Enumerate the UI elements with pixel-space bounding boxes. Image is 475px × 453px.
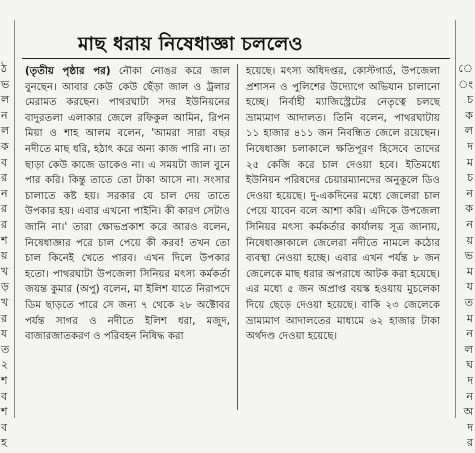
adjacent-article-right-edge [457,0,475,450]
column-divider [237,64,238,410]
edge-fragment-left: শ [1,233,8,247]
edge-fragment-right: দ [467,420,473,434]
edge-fragment-left: ২ [1,358,9,372]
edge-fragment-right: চ [467,171,473,185]
edge-fragment-right: য় [466,233,473,247]
edge-fragment-right: চ [467,93,473,107]
edge-fragment-left: হ [1,436,7,450]
edge-fragment-left: র [1,202,8,216]
edge-fragment-right: ম [466,311,473,325]
edge-fragment-left: ন [1,186,8,200]
left-column-paragraph [25,64,230,345]
edge-fragment-right: অ [463,405,473,419]
left-column-text: নৌকা নোঙর করে জাল বুনছেন। আবার কেউ কেউ ছেঁড়া জাল ও ট্রলার মেরামত করছেন। পাথরঘাটা সদর ইউনিয়নের বাদুরতলা এলাকার জেলে রফিকুল আমিন, রিপন মিয়া ও শাহ আলম বলেন, 'আমরা সারা বছর নদীতে মাছ ধরি, হঠাৎ করে অন্য কাজ পারি না। তা ছাড়া কেউ কাজে ডাকেও না। এ সময়টা জাল বুনে পার করি। কিন্তু তাতে তো টাকা আসে না। সংসার চালাতে কষ্ট হয়। সরকার যে চাল দেয় তাতে উপকার হয়। এবার এখনো পাইনি। কী কারণ সেটাও জানি না।' তারা ক্ষোভপ্রকাশ করে আরও বলেন, নিষেধাজ্ঞার পরে চাল পেয়ে কী করব! তখন তো চাল কিনেই খেতে পারব। এখন দিলে উপকার হতো। পাথরঘাটা উপজেলা সিনিয়র মৎস্য কর্মকর্তা জয়ন্ত কুমার (অপু) বলেন, মা ইলিশ যাতে নিরাপদে ডিম ছাড়তে পারে সে জন্য ৭ থেকে ২৮ অক্টোবর পর্যন্ত সাগর ও নদীতে ইলিশ ধরা, মজুদ, বাজারজাতকরণ ও পরিবহন নিষিদ্ধ করা [25,66,230,343]
edge-fragment-right: ল [464,124,473,138]
adjacent-article-left-edge [0,0,14,450]
edge-fragment-left: ত [1,342,10,356]
edge-fragment-right: ম [466,155,473,169]
article-left-column [25,64,230,345]
article-headline: মাছ ধরায় নিষেধাজ্ঞা চললেও [78,33,303,55]
article-right-column [246,64,440,345]
edge-fragment-left: য় [1,249,8,263]
edge-fragment-right: ন [466,389,473,403]
edge-fragment-right: য [466,280,473,294]
edge-fragment-right: ক [465,202,473,216]
edge-fragment-right: ন [466,218,473,231]
continued-reference: (তৃতীয় পৃষ্ঠার পর) [25,66,111,77]
headline-rule [22,58,450,59]
edge-fragment-left: শ [1,374,8,387]
edge-fragment-left: ব [1,389,8,403]
edge-fragment-left: ল [1,93,10,107]
edge-fragment-right: ম [466,264,473,278]
edge-fragment-right: ল [464,342,473,356]
edge-fragment-left: ভ [1,77,10,91]
edge-fragment-left: র [1,218,8,231]
edge-fragment-right: দ [467,140,473,153]
edge-fragment-right: ভ [464,249,473,263]
edge-fragment-left: খ [1,264,9,278]
edge-fragment-left: ড় [1,280,9,294]
edge-fragment-left: য [1,327,8,341]
edge-fragment-right: ঘ [466,358,473,372]
right-column-rule [455,20,456,418]
edge-fragment-right: র [466,436,473,450]
edge-fragment-right: ে [458,62,473,75]
edge-fragment-right: ং [457,77,473,91]
edge-fragment-left: র [1,311,8,325]
edge-fragment-left: ব [1,155,8,169]
edge-fragment-left: ন [1,108,8,122]
edge-fragment-left: শ [1,405,8,419]
edge-fragment-left: ল [1,124,10,138]
left-column-rule [14,20,15,418]
edge-fragment-left: খ [1,296,9,309]
edge-fragment-right: ক [465,108,473,122]
edge-fragment-right: ন [466,186,473,200]
edge-fragment-right: ন [466,327,473,341]
edge-fragment-right: ত [464,296,473,309]
edge-fragment-left: ব [1,420,8,434]
right-column-text: হয়েছে। মৎস্য অধিদপ্তর, কোস্টগার্ড, উপজেলা প্রশাসন ও পুলিশের উদ্যোগে অভিযান চালানো হচ্ছে। নির্বাহী ম্যাজিস্ট্রেটের নেতৃত্বে চলছে ভ্রাম্যমাণ আদালত। তিনি বলেন, পাথরঘাটায় ১১ হাজার ৪১১ জন নিবন্ধিত জেলে রয়েছেন। নিষেধাজ্ঞা চলাকালে ক্ষতিপূরণ হিসেবে তাদের ২৫ কেজি করে চাল দেওয়া হবে। ইতিমধ্যে ইউনিয়ন পরিষদের চেয়ারম্যানদের অনুকূলে ডিও দেওয়া হয়েছে। দু-একদিনের মধ্যে জেলেরা চাল পেয়ে যাবেন বলে আশা করি। এদিকে উপজেলা সিনিয়র মৎস্য কর্মকর্তার কার্যালয় সূত্র জানায়, নিষেধাজ্ঞাকালে জেলেরা নদীতে নামলে কঠোর ব্যবস্থা নেওয়া হচ্ছে। এবার এখন পর্যন্ত ৮ জন জেলেকে মাছ ধরার অপরাধে আটক করা হয়েছে। এর মধ্যে ৫ জন অপ্রাপ্ত বয়স্ক হওয়ায় মুচলেকা দিয়ে ছেড়ে দেওয়া হয়েছে। বাকি ২৩ জেলেকে ভ্রাম্যমাণ আদালতের মাধ্যমে ৬২ হাজার টাকা অর্থদণ্ড দেওয়া হয়েছে। [246,66,440,343]
edge-fragment-left: ঠ [1,62,7,75]
edge-fragment-right: দ [467,374,473,387]
edge-fragment-left: ক [1,140,9,153]
edge-fragment-left: র [1,171,8,185]
